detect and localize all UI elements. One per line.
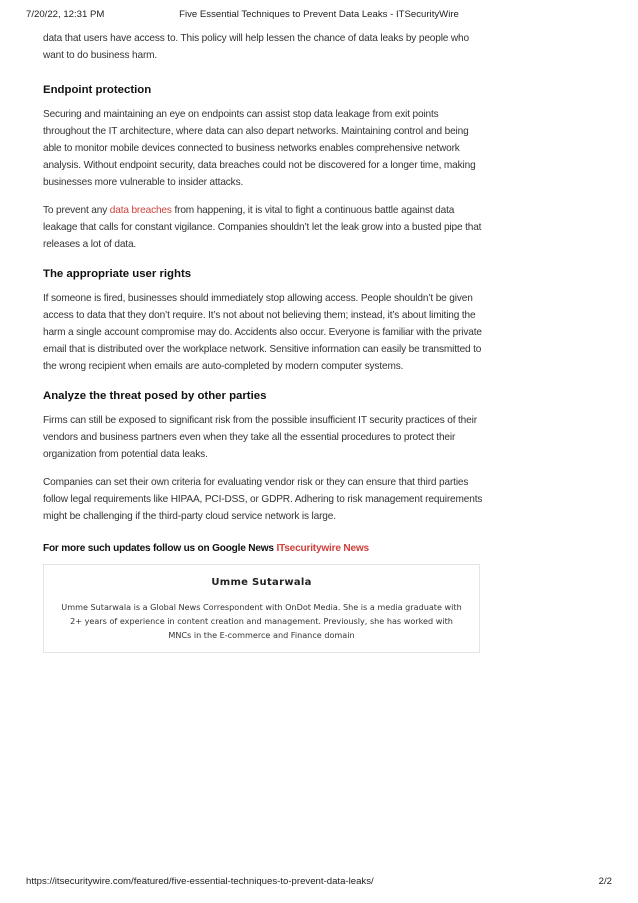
print-url: https://itsecuritywire.com/featured/five-essential-techniques-to-prevent-data-leaks/	[26, 876, 374, 887]
paragraph-endpoint-1: Securing and maintaining an eye on endpoints can assist stop data leakage from exit points throughout the IT architecture, where data can also depart networks. Maintaining control and being able to monitor mobile devices connected to business networks enables comprehensive network analysis. Without endpoint security, data breaches could not be discovered for a longer time, making businesses more vulnerable to insider attacks.	[43, 109, 476, 188]
section-heading-user-rights: The appropriate user rights	[43, 268, 192, 280]
print-page-title: Five Essential Techniques to Prevent Data Leaks - ITSecurityWire	[179, 9, 459, 20]
author-name: Umme Sutarwala	[211, 577, 312, 588]
data-breaches-link[interactable]: data breaches	[109, 205, 172, 216]
article-body	[43, 30, 485, 557]
paragraph-text: To prevent any	[43, 205, 110, 216]
author-box	[43, 564, 480, 653]
section-heading-third-party-threat: Analyze the threat posed by other parties	[43, 390, 267, 402]
updates-text: For more such updates follow us on Google News	[43, 543, 277, 554]
section-heading-endpoint-protection: Endpoint protection	[43, 84, 152, 96]
itsecuritywire-news-link[interactable]: ITsecuritywire News	[276, 543, 369, 554]
google-news-updates	[43, 540, 485, 557]
paragraph-third-party-2: Companies can set their own criteria for evaluating vendor risk or they can ensure that third parties follow legal requirements like HIPAA, PCI-DSS, or GDPR. Adhering to risk management requirements might be challenging if the third-party cloud service network is large.	[43, 477, 483, 522]
paragraph-third-party-1: Firms can still be exposed to significant risk from the possible insufficient IT security practices of their vendors and business partners even when they take all the essential procedures to protect their organization from potential data leaks.	[43, 415, 477, 460]
paragraph-endpoint-2	[43, 202, 485, 253]
print-page-number: 2/2	[598, 876, 612, 887]
intro-paragraph-tail: data that users have access to. This policy will help lessen the chance of data leaks by people who want to do business harm.	[43, 33, 469, 61]
author-bio: Umme Sutarwala is a Global News Correspondent with OnDot Media. She is a media graduate with 2+ years of experience in content creation and management. Previously, she has worked with MNCs in the E-commerce and Finance domain	[61, 602, 462, 640]
paragraph-text: from happening, it is vital to fight a continuous battle against data leakage that calls for constant vigilance. Companies shouldn’t let the leak grow into a busted pipe that releases a lot of data.	[43, 205, 482, 250]
print-datetime: 7/20/22, 12:31 PM	[26, 9, 105, 20]
print-footer	[26, 876, 612, 890]
print-header	[26, 9, 612, 23]
paragraph-user-rights-1: If someone is fired, businesses should immediately stop allowing access. People shouldn’t be given access to data that they don’t require. It’s not about not believing them; instead, it’s about limiting the harm a single account compromise may do. Accidents also occur. Everyone is familiar with the private email that is distributed over the workplace network. Sensitive information can easily be transmitted to the wrong recipient when emails are auto-completed by modern computer systems.	[43, 293, 482, 372]
